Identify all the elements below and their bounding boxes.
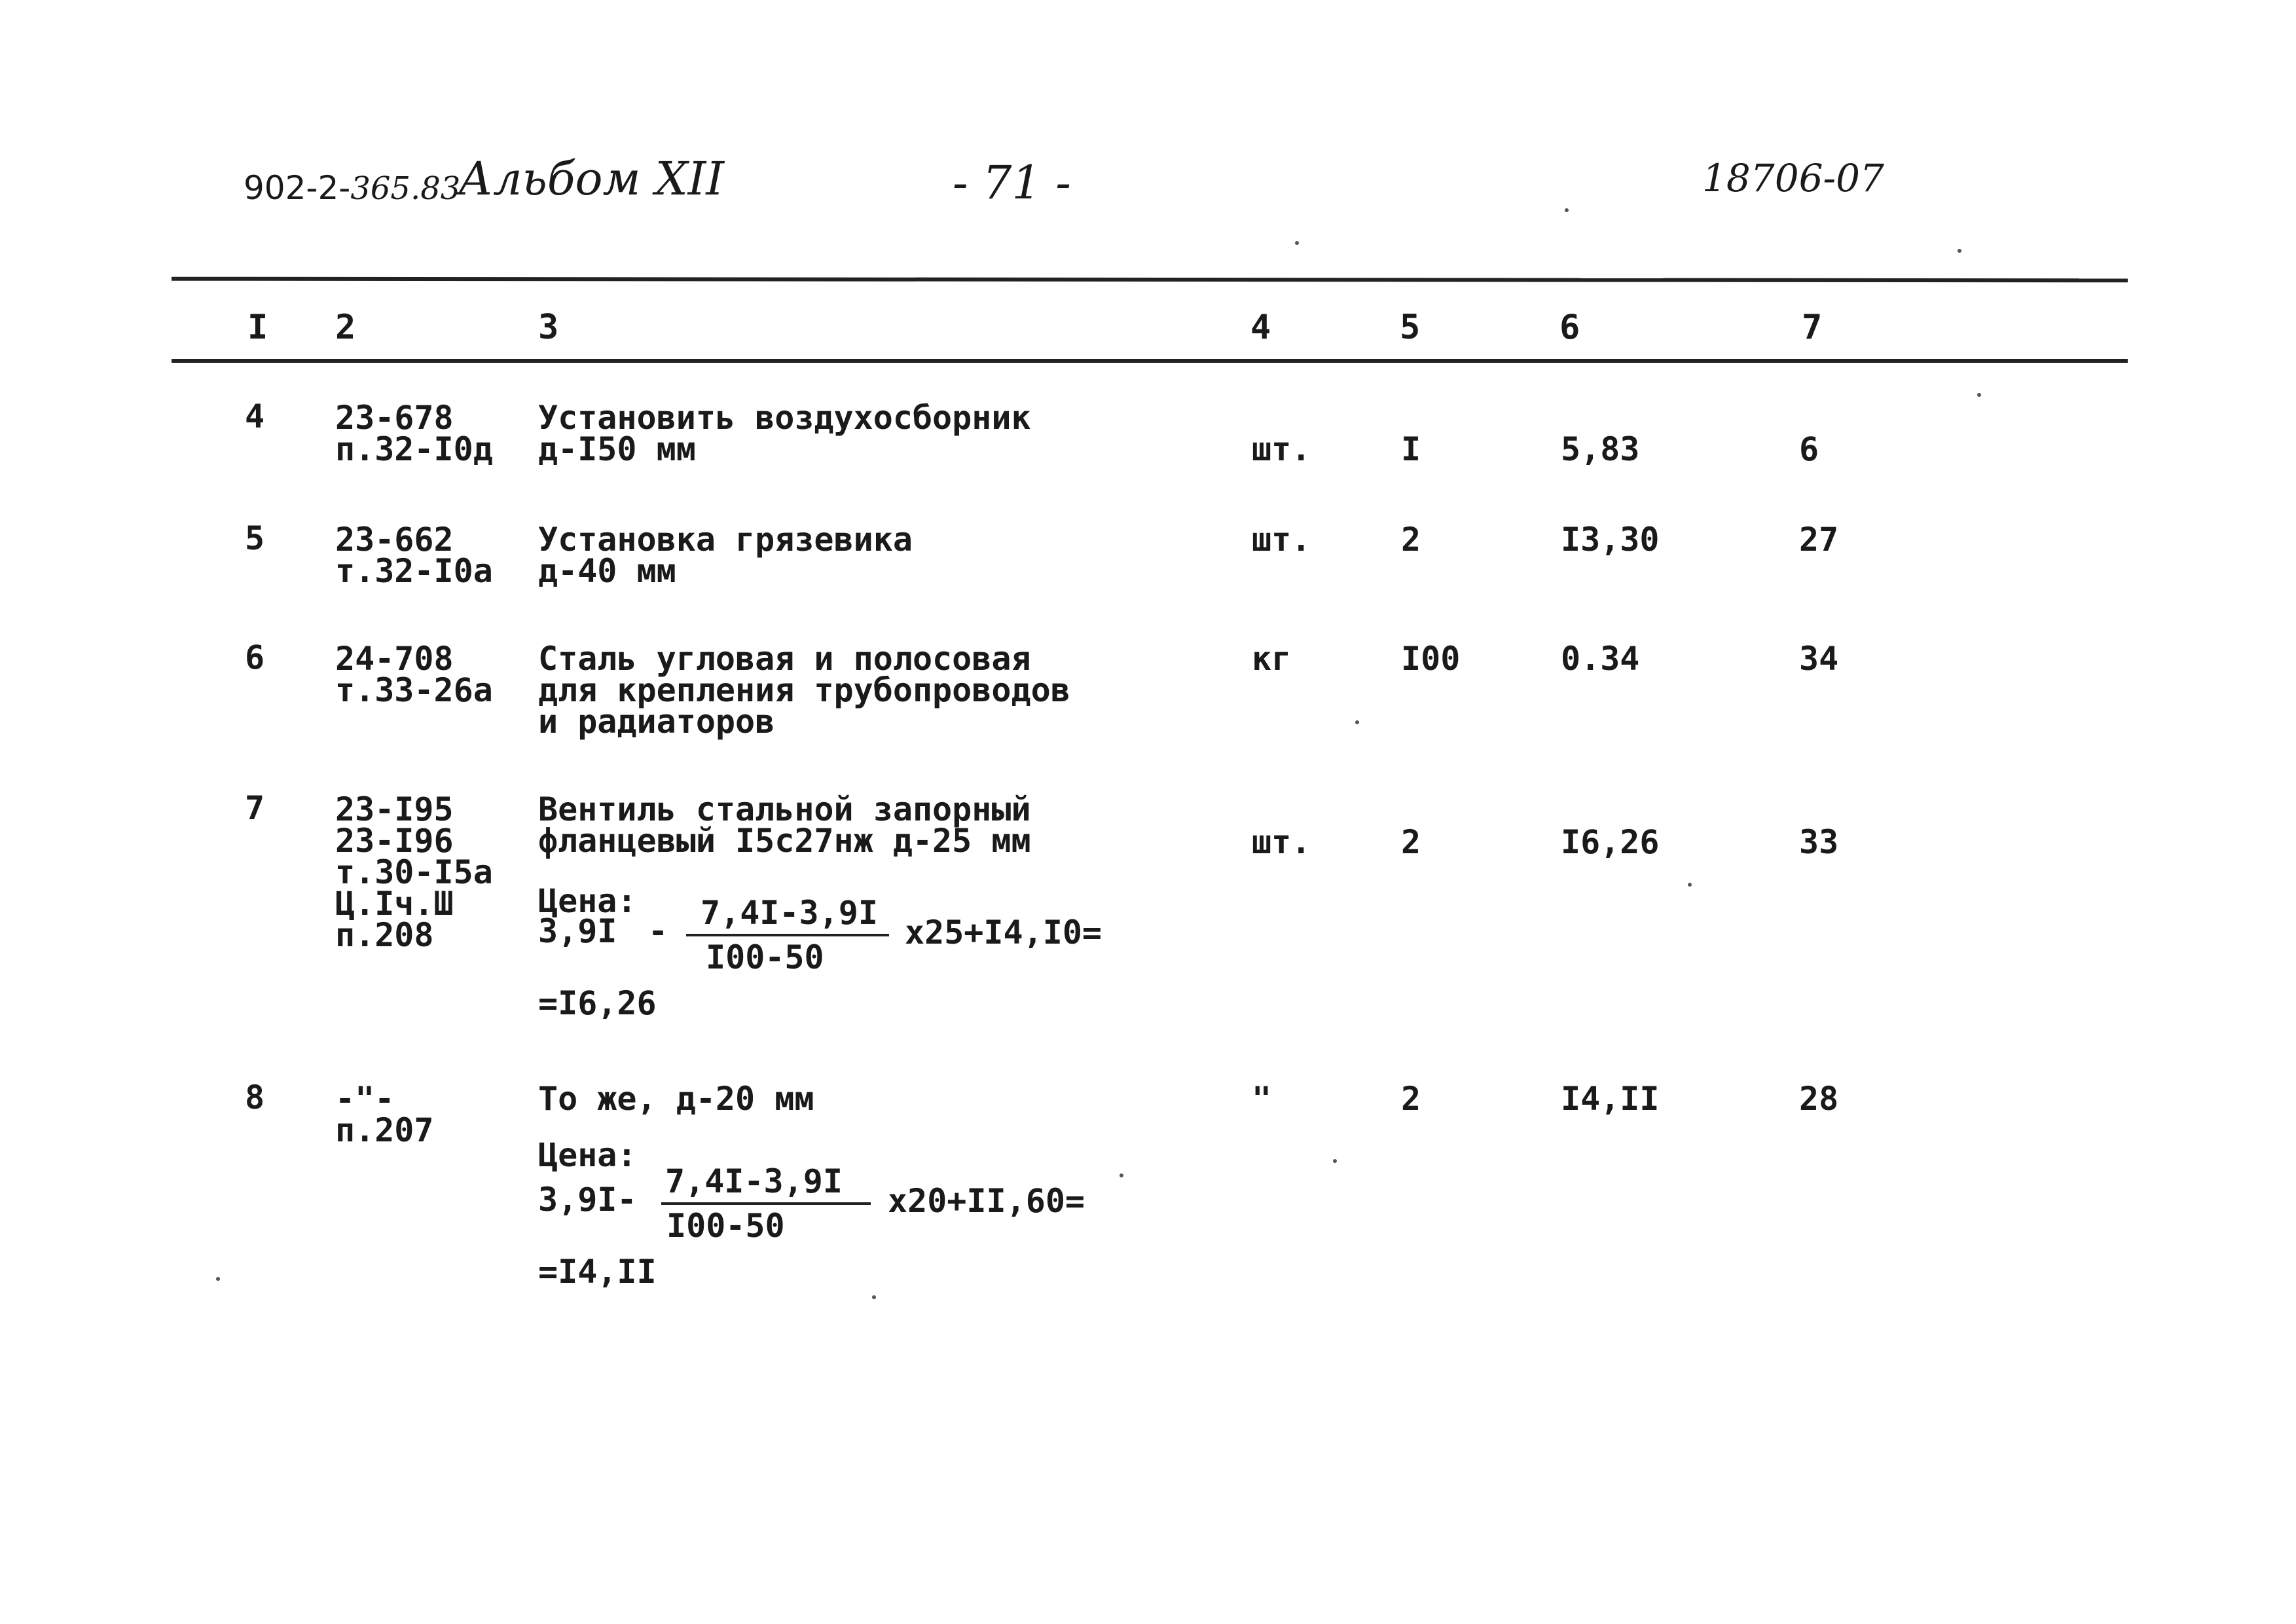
row-quantity: I bbox=[1401, 430, 1421, 468]
page-number: - 71 - bbox=[953, 156, 1071, 210]
doc-code-typed: 902-2- bbox=[244, 169, 351, 207]
row-total: 33 bbox=[1799, 823, 1839, 861]
price-calc-result: =I6,26 bbox=[538, 984, 657, 1022]
scan-speck bbox=[1565, 208, 1569, 212]
row-description: Установить воздухосборник д-I50 мм bbox=[538, 399, 1031, 468]
row-quantity: 2 bbox=[1401, 521, 1421, 559]
row-unit-price: I6,26 bbox=[1561, 823, 1660, 861]
doc-code bbox=[244, 169, 460, 207]
col-header-1: I bbox=[247, 308, 268, 347]
col-header-3: 3 bbox=[538, 308, 559, 347]
row-code: 23-662 т.32-I0а bbox=[335, 521, 493, 590]
scan-speck bbox=[1295, 241, 1299, 245]
scan-speck bbox=[216, 1277, 220, 1281]
price-calc-lead: 3,9I bbox=[538, 912, 617, 950]
col-header-7: 7 bbox=[1802, 308, 1823, 347]
col-header-5: 5 bbox=[1400, 308, 1421, 347]
row-unit-price: I4,II bbox=[1561, 1080, 1660, 1118]
album-label: Альбом XII bbox=[458, 152, 724, 206]
fraction-bar bbox=[661, 1202, 871, 1205]
col-header-6: 6 bbox=[1559, 308, 1580, 347]
row-description: Сталь угловая и полосовая для крепления трубопроводов и радиаторов bbox=[538, 640, 1070, 741]
price-calc-tail: x25+I4,I0= bbox=[905, 913, 1102, 951]
row-number: 5 bbox=[245, 519, 265, 557]
row-number: 7 bbox=[245, 789, 265, 827]
price-calc-numerator: 7,4I-3,9I bbox=[665, 1162, 843, 1200]
row-unit: кг bbox=[1252, 640, 1292, 678]
row-total: 6 bbox=[1799, 430, 1819, 468]
row-number: 6 bbox=[245, 638, 265, 676]
archive-number: 18706-07 bbox=[1702, 156, 1884, 200]
price-calc-numerator: 7,4I-3,9I bbox=[701, 894, 878, 932]
top-rule bbox=[172, 277, 2128, 283]
row-unit: шт. bbox=[1252, 521, 1311, 559]
row-quantity: 2 bbox=[1401, 823, 1421, 861]
row-unit-price: 0.34 bbox=[1561, 640, 1640, 678]
scan-speck bbox=[1688, 883, 1692, 887]
col-header-2: 2 bbox=[335, 308, 356, 347]
row-unit: шт. bbox=[1252, 823, 1311, 861]
row-description: То же, д-20 мм bbox=[538, 1080, 814, 1118]
col-header-4: 4 bbox=[1250, 308, 1271, 347]
scan-speck bbox=[1958, 249, 1961, 253]
row-code: -"- п.207 bbox=[335, 1080, 434, 1149]
price-calc-lead: 3,9I- bbox=[538, 1181, 637, 1219]
scan-speck bbox=[872, 1295, 876, 1299]
row-description: Установка грязевика д-40 мм bbox=[538, 521, 913, 590]
row-total: 27 bbox=[1799, 521, 1839, 559]
row-number: 8 bbox=[245, 1079, 265, 1116]
price-calc-minus: - bbox=[648, 912, 668, 950]
price-calc-result: =I4,II bbox=[538, 1253, 657, 1291]
price-calc-denominator: I00-50 bbox=[666, 1207, 785, 1245]
scan-speck bbox=[1333, 1159, 1337, 1163]
row-quantity: 2 bbox=[1401, 1080, 1421, 1118]
price-calc-label: Цена: bbox=[538, 1136, 637, 1174]
scan-speck bbox=[1120, 1173, 1123, 1177]
price-calc-label: Цена: bbox=[538, 882, 637, 920]
price-calc-tail: x20+II,60= bbox=[888, 1182, 1085, 1220]
doc-code-hand: 365.83 bbox=[350, 170, 461, 207]
row-code: 24-708 т.33-26а bbox=[335, 640, 493, 709]
row-quantity: I00 bbox=[1401, 640, 1461, 678]
row-description: Вентиль стальной запорный фланцевый I5с27нж д-25 мм bbox=[538, 790, 1031, 860]
row-code: 23-I95 23-I96 т.30-I5а Ц.Iч.Ш п.208 bbox=[335, 790, 493, 954]
row-number: 4 bbox=[245, 397, 265, 435]
row-code: 23-678 п.32-I0д bbox=[335, 399, 493, 468]
row-unit-price: I3,30 bbox=[1561, 521, 1660, 559]
row-unit-price: 5,83 bbox=[1561, 430, 1640, 468]
scan-speck bbox=[1977, 393, 1981, 397]
header-bottom-rule bbox=[172, 359, 2128, 363]
row-total: 28 bbox=[1799, 1080, 1839, 1118]
scan-speck bbox=[1355, 720, 1359, 724]
fraction-bar bbox=[686, 934, 889, 936]
row-unit: " bbox=[1252, 1080, 1272, 1118]
price-calc-denominator: I00-50 bbox=[706, 938, 824, 976]
row-unit: шт. bbox=[1252, 430, 1311, 468]
row-total: 34 bbox=[1799, 640, 1839, 678]
